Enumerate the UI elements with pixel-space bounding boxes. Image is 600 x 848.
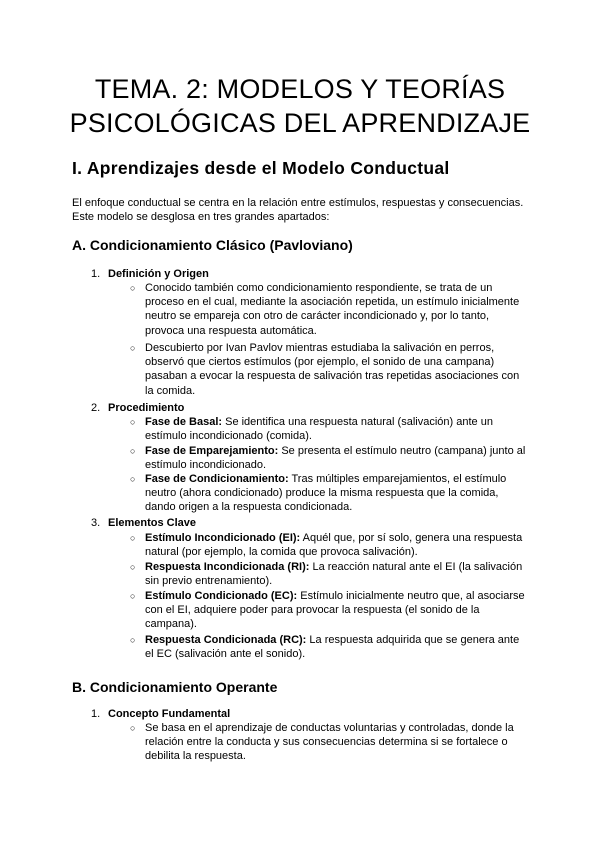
numbered-item-procedimiento: 2. Procedimiento: [91, 402, 185, 414]
numbered-item-elementos-clave: 3. Elementos Clave: [91, 517, 197, 529]
title-line-2: PSICOLÓGICAS DEL APRENDIZAJE: [69, 108, 531, 138]
numbered-item-definicion: 1. Definición y Origen: [91, 268, 209, 280]
list-item: ○ Descubierto por Ivan Pavlov mientras estudiaba la salivación en perros, observó que ciertos estímulos (por ejemplo, el sonido de una campana) pasaban a evocar la respuesta de salivación tras repetidas asociaciones con la comida.: [130, 342, 520, 397]
numbered-item-concepto-fundamental: 1. Concepto Fundamental: [91, 708, 231, 720]
bullet-marker-icon: ○: [130, 283, 136, 293]
bullet-marker-icon: ○: [130, 533, 136, 543]
list-item: ○ Conocido también como condicionamiento respondiente, se trata de un proceso en el cual, mediante la asociación repetida, un estímulo inicialmente neutro se empareja con otro de carácter incondicionado y, por lo tanto, provoca una respuesta automática.: [130, 282, 520, 337]
list-item: ○ Respuesta Condicionada (RC): La respuesta adquirida que se genera ante el EC (salivación ante el sonido).: [130, 634, 520, 661]
list-item: ○ Fase de Emparejamiento: Se presenta el estímulo neutro (campana) junto al estímulo incondicionado.: [130, 445, 526, 472]
bullet-marker-icon: ○: [130, 723, 136, 733]
bullet-marker-icon: ○: [130, 417, 136, 427]
list-item: ○ Respuesta Incondicionada (RI): La reacción natural ante el EI (la salivación sin previo entrenamiento).: [130, 561, 523, 588]
list-item: ○ Estímulo Incondicionado (EI): Aquél que, por sí solo, genera una respuesta natural (por ejemplo, la comida que provoca salivación).: [130, 532, 523, 559]
list-item: ○ Se basa en el aprendizaje de conductas voluntarias y controladas, donde la relación entre la conducta y sus consecuencias determina si se fortalece o debilita la respuesta.: [130, 722, 514, 763]
list-item: ○ Estímulo Condicionado (EC): Estímulo inicialmente neutro que, al asociarse con el EI, adquiere poder para provocar la respuesta (el sonido de la campana).: [130, 590, 525, 631]
bullet-marker-icon: ○: [130, 446, 136, 456]
bullet-marker-icon: ○: [130, 591, 136, 601]
subheading-condicionamiento-operante: B. Condicionamiento Operante: [72, 679, 278, 695]
document-title: [40, 72, 560, 140]
subheading-condicionamiento-clasico: A. Condicionamiento Clásico (Pavloviano): [72, 237, 353, 253]
intro-paragraph: El enfoque conductual se centra en la relación entre estímulos, respuestas y consecuencias. Este modelo se desglosa en tres grandes apartados:: [72, 197, 524, 223]
bullet-marker-icon: ○: [130, 635, 136, 645]
section-heading-modelo-conductual: I. Aprendizajes desde el Modelo Conductual: [72, 158, 450, 178]
title-line-1: TEMA. 2: MODELOS Y TEORÍAS: [94, 74, 506, 104]
bullet-marker-icon: ○: [130, 343, 136, 353]
list-item: ○ Fase de Condicionamiento: Tras múltiples emparejamientos, el estímulo neutro (ahora condicionado) produce la misma respuesta que la comida, dando origen a la respuesta condicionada.: [130, 473, 507, 514]
bullet-marker-icon: ○: [130, 474, 136, 484]
bullet-marker-icon: ○: [130, 562, 136, 572]
list-item: ○ Fase de Basal: Se identifica una respuesta natural (salivación) ante un estímulo incondicionado (comida).: [130, 416, 493, 443]
